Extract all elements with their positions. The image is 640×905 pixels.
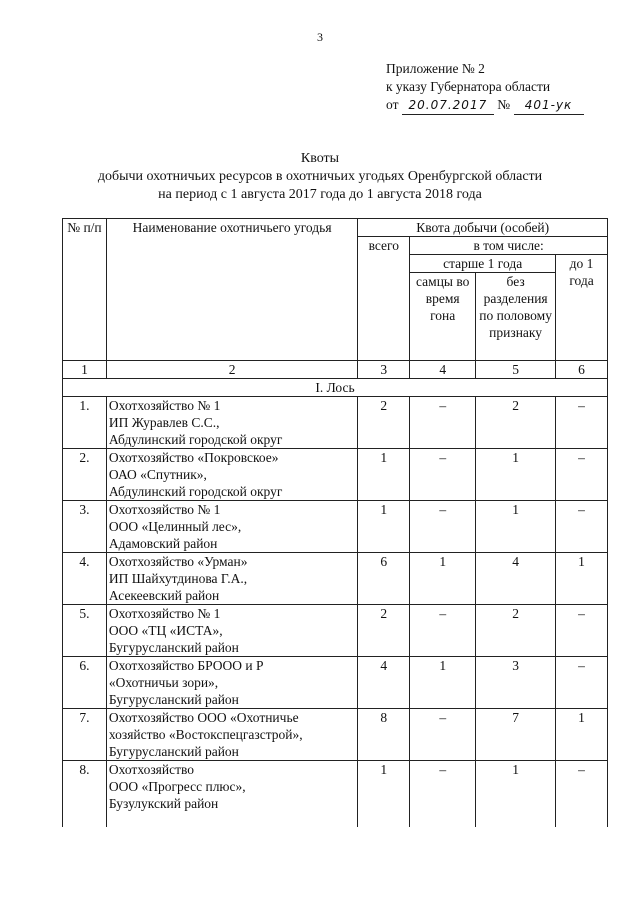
- header-quota: Квота добычи (особей): [358, 219, 608, 237]
- quota-nosex: 1: [476, 501, 556, 553]
- name-line: ООО «Прогресс плюс»,: [108, 779, 246, 794]
- quota-nosex: 4: [476, 553, 556, 605]
- number-label: №: [497, 97, 511, 112]
- hunting-ground-name: [106, 449, 357, 501]
- quota-under: –: [556, 657, 608, 709]
- quota-total: 6: [358, 553, 410, 605]
- title-line-1: Квоты: [300, 151, 340, 166]
- header-older: старше 1 года: [410, 255, 556, 273]
- name-line: Адамовский район: [108, 536, 218, 551]
- name-line: ИП Шайхутдинова Г.А.,: [108, 571, 248, 586]
- header-name: Наименование охотничьего угодья: [106, 219, 357, 361]
- title-line-2: добычи охотничьих ресурсов в охотничьих угодьях Оренбургской области: [97, 169, 543, 184]
- appendix-block: [386, 60, 584, 115]
- quota-under: 1: [556, 553, 608, 605]
- appendix-title: Приложение № 2: [386, 61, 485, 76]
- table-row: [63, 553, 608, 605]
- quota-males: –: [410, 397, 476, 449]
- quota-nosex: 2: [476, 605, 556, 657]
- quota-nosex: 3: [476, 657, 556, 709]
- quota-total: 1: [358, 449, 410, 501]
- appendix-subtitle: к указу Губернатора области: [386, 79, 551, 94]
- quota-total: 2: [358, 605, 410, 657]
- quota-total: 4: [358, 657, 410, 709]
- document-title: [0, 150, 640, 204]
- name-line: Охотхозяйство: [108, 762, 195, 777]
- row-number: 8.: [63, 761, 107, 828]
- header-total: всего: [358, 237, 410, 361]
- name-line: Охотхозяйство № 1: [108, 502, 221, 517]
- col-number-2: 2: [106, 361, 357, 379]
- hunting-ground-name: [106, 553, 357, 605]
- name-line: ООО «ТЦ «ИСТА»,: [108, 623, 223, 638]
- quota-total: 2: [358, 397, 410, 449]
- appendix-date-line: [386, 96, 584, 115]
- col-number-3: 3: [358, 361, 410, 379]
- name-line: Охотхозяйство № 1: [108, 606, 221, 621]
- row-number: 4.: [63, 553, 107, 605]
- name-line: Асекеевский район: [108, 588, 220, 603]
- hunting-ground-name: [106, 761, 357, 828]
- col-number-1: 1: [63, 361, 107, 379]
- row-number: 6.: [63, 657, 107, 709]
- hunting-ground-name: [106, 709, 357, 761]
- row-number: 1.: [63, 397, 107, 449]
- row-number: 5.: [63, 605, 107, 657]
- name-line: Охотхозяйство № 1: [108, 398, 221, 413]
- quota-nosex: 1: [476, 761, 556, 828]
- header-including: в том числе:: [410, 237, 608, 255]
- quota-nosex: 2: [476, 397, 556, 449]
- quota-total: 8: [358, 709, 410, 761]
- section-title: I. Лось: [63, 379, 608, 397]
- name-line: Охотхозяйство «Урман»: [108, 554, 248, 569]
- table-row: [63, 657, 608, 709]
- name-line: хозяйство «Востокспецгазстрой»,: [108, 727, 303, 742]
- name-line: Бугурусланский район: [108, 640, 239, 655]
- header-under: до 1 года: [556, 255, 608, 361]
- page-number: 3: [317, 30, 323, 44]
- name-line: ОАО «Спутник»,: [108, 467, 207, 482]
- header-males: самцы во время гона: [410, 273, 476, 361]
- col-number-4: 4: [410, 361, 476, 379]
- table-row: [63, 397, 608, 449]
- name-line: Бугурусланский район: [108, 744, 239, 759]
- hunting-ground-name: [106, 501, 357, 553]
- quota-males: 1: [410, 657, 476, 709]
- quota-under: –: [556, 501, 608, 553]
- quota-under: 1: [556, 709, 608, 761]
- quota-total: 1: [358, 501, 410, 553]
- quota-males: –: [410, 761, 476, 828]
- col-number-5: 5: [476, 361, 556, 379]
- quota-males: –: [410, 709, 476, 761]
- name-line: Охотхозяйство «Покровское»: [108, 450, 279, 465]
- header-num: № п/п: [63, 219, 107, 361]
- row-number: 2.: [63, 449, 107, 501]
- quota-total: 1: [358, 761, 410, 828]
- row-number: 7.: [63, 709, 107, 761]
- quota-males: 1: [410, 553, 476, 605]
- col-number-6: 6: [556, 361, 608, 379]
- hunting-ground-name: [106, 657, 357, 709]
- quota-males: –: [410, 605, 476, 657]
- name-line: Абдулинский городской округ: [108, 484, 283, 499]
- quota-males: –: [410, 449, 476, 501]
- name-line: ИП Журавлев С.С.,: [108, 415, 220, 430]
- table-row: [63, 501, 608, 553]
- quota-nosex: 7: [476, 709, 556, 761]
- name-line: Бузулукский район: [108, 796, 219, 811]
- from-label: от: [386, 97, 399, 112]
- handwritten-date: 20.07.2017: [402, 96, 494, 115]
- title-line-3: на период с 1 августа 2017 года до 1 августа 2018 года: [158, 187, 482, 202]
- row-number: 3.: [63, 501, 107, 553]
- quota-nosex: 1: [476, 449, 556, 501]
- name-line: Бугурусланский район: [108, 692, 239, 707]
- quota-table: [62, 218, 608, 827]
- table-row: [63, 709, 608, 761]
- name-line: Охотхозяйство ООО «Охотничье: [108, 710, 299, 725]
- quota-males: –: [410, 501, 476, 553]
- quota-under: –: [556, 761, 608, 828]
- name-line: Охотхозяйство БРООО и Р: [108, 658, 264, 673]
- name-line: Абдулинский городской округ: [108, 432, 283, 447]
- table-row: [63, 605, 608, 657]
- table-row: [63, 761, 608, 828]
- hunting-ground-name: [106, 397, 357, 449]
- header-nosex: без разделения по половому признаку: [476, 273, 556, 361]
- quota-under: –: [556, 605, 608, 657]
- name-line: «Охотничьи зори»,: [108, 675, 219, 690]
- quota-under: –: [556, 449, 608, 501]
- name-line: ООО «Целинный лес»,: [108, 519, 242, 534]
- quota-under: –: [556, 397, 608, 449]
- handwritten-number: 401-ук: [514, 96, 584, 115]
- table-row: [63, 449, 608, 501]
- hunting-ground-name: [106, 605, 357, 657]
